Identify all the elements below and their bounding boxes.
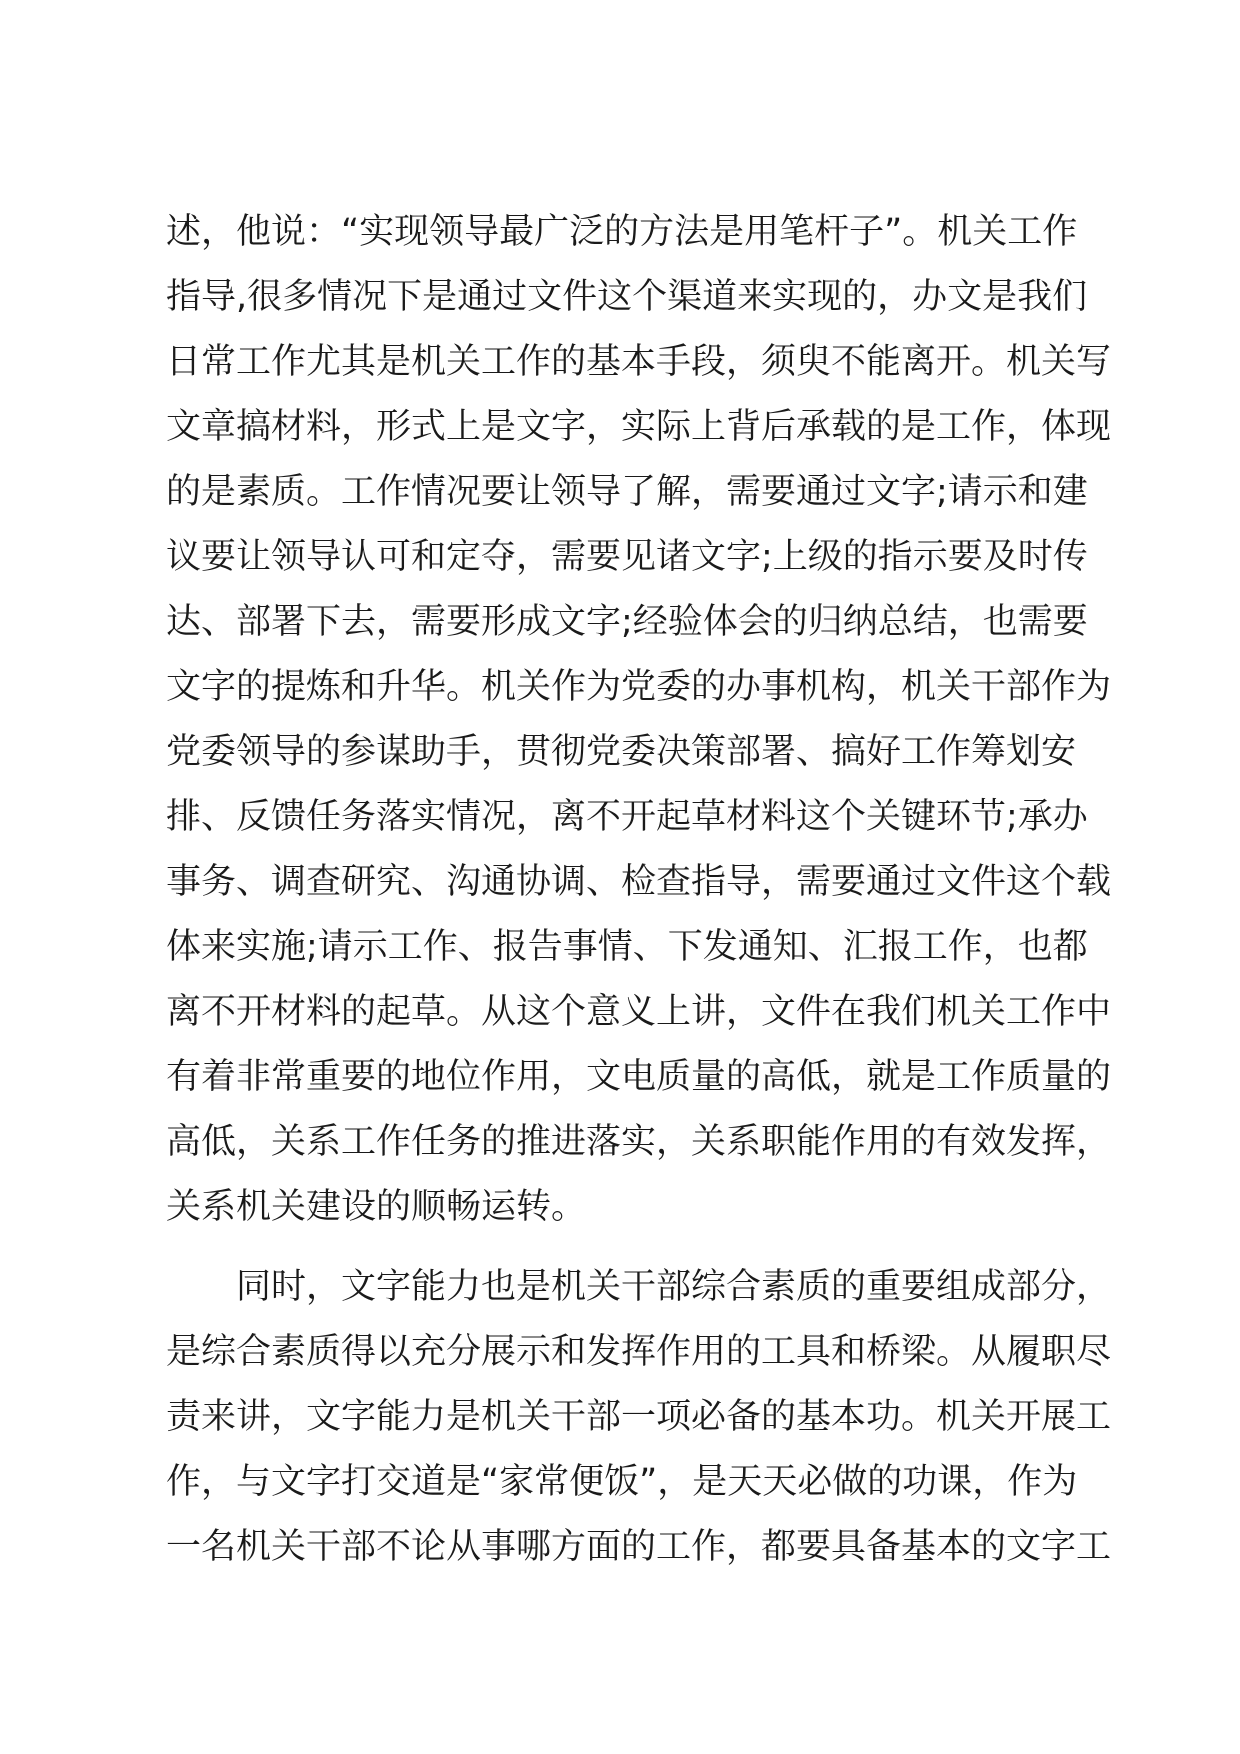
text-line: 作，与文字打交道是“家常便饭”，是天天必做的功课，作为 <box>166 1462 1078 1502</box>
text-line: 有着非常重要的地位作用，文电质量的高低，就是工作质量的 <box>166 1057 1112 1097</box>
paragraph-2 <box>166 1255 1112 1580</box>
text-line: 责来讲，文字能力是机关干部一项必备的基本功。机关开展工 <box>166 1397 1112 1437</box>
paragraph-1 <box>166 200 1112 1240</box>
text-line: 达、部署下去，需要形成文字;经验体会的归纳总结，也需要 <box>166 602 1088 642</box>
text-line: 排、反馈任务落实情况，离不开起草材料这个关键环节;承办 <box>166 797 1088 837</box>
text-line: 体来实施;请示工作、报告事情、下发通知、汇报工作，也都 <box>166 927 1088 967</box>
text-line: 事务、调查研究、沟通协调、检查指导，需要通过文件这个载 <box>166 862 1112 902</box>
text-line: 的是素质。工作情况要让领导了解，需要通过文字;请示和建 <box>166 472 1088 512</box>
text-line: 是综合素质得以充分展示和发挥作用的工具和桥梁。从履职尽 <box>166 1332 1112 1372</box>
text-line: 离不开材料的起草。从这个意义上讲，文件在我们机关工作中 <box>166 992 1112 1032</box>
text-line: 关系机关建设的顺畅运转。 <box>166 1187 587 1227</box>
text-line: 高低，关系工作任务的推进落实，关系职能作用的有效发挥， <box>166 1122 1112 1162</box>
text-line: 同时，文字能力也是机关干部综合素质的重要组成部分， <box>236 1267 1112 1307</box>
text-line: 日常工作尤其是机关工作的基本手段，须臾不能离开。机关写 <box>166 342 1112 382</box>
text-line: 议要让领导认可和定夺，需要见诸文字;上级的指示要及时传 <box>166 537 1088 577</box>
text-line: 文章搞材料，形式上是文字，实际上背后承载的是工作，体现 <box>166 407 1112 447</box>
text-line: 指导,很多情况下是通过文件这个渠道来实现的，办文是我们 <box>166 277 1088 317</box>
text-line: 党委领导的参谋助手，贯彻党委决策部署、搞好工作筹划安 <box>166 732 1077 772</box>
text-line: 述，他说：“实现领导最广泛的方法是用笔杆子”。机关工作 <box>166 212 1078 252</box>
text-line: 一名机关干部不论从事哪方面的工作，都要具备基本的文字工 <box>166 1527 1112 1567</box>
text-line: 文字的提炼和升华。机关作为党委的办事机构，机关干部作为 <box>166 667 1112 707</box>
